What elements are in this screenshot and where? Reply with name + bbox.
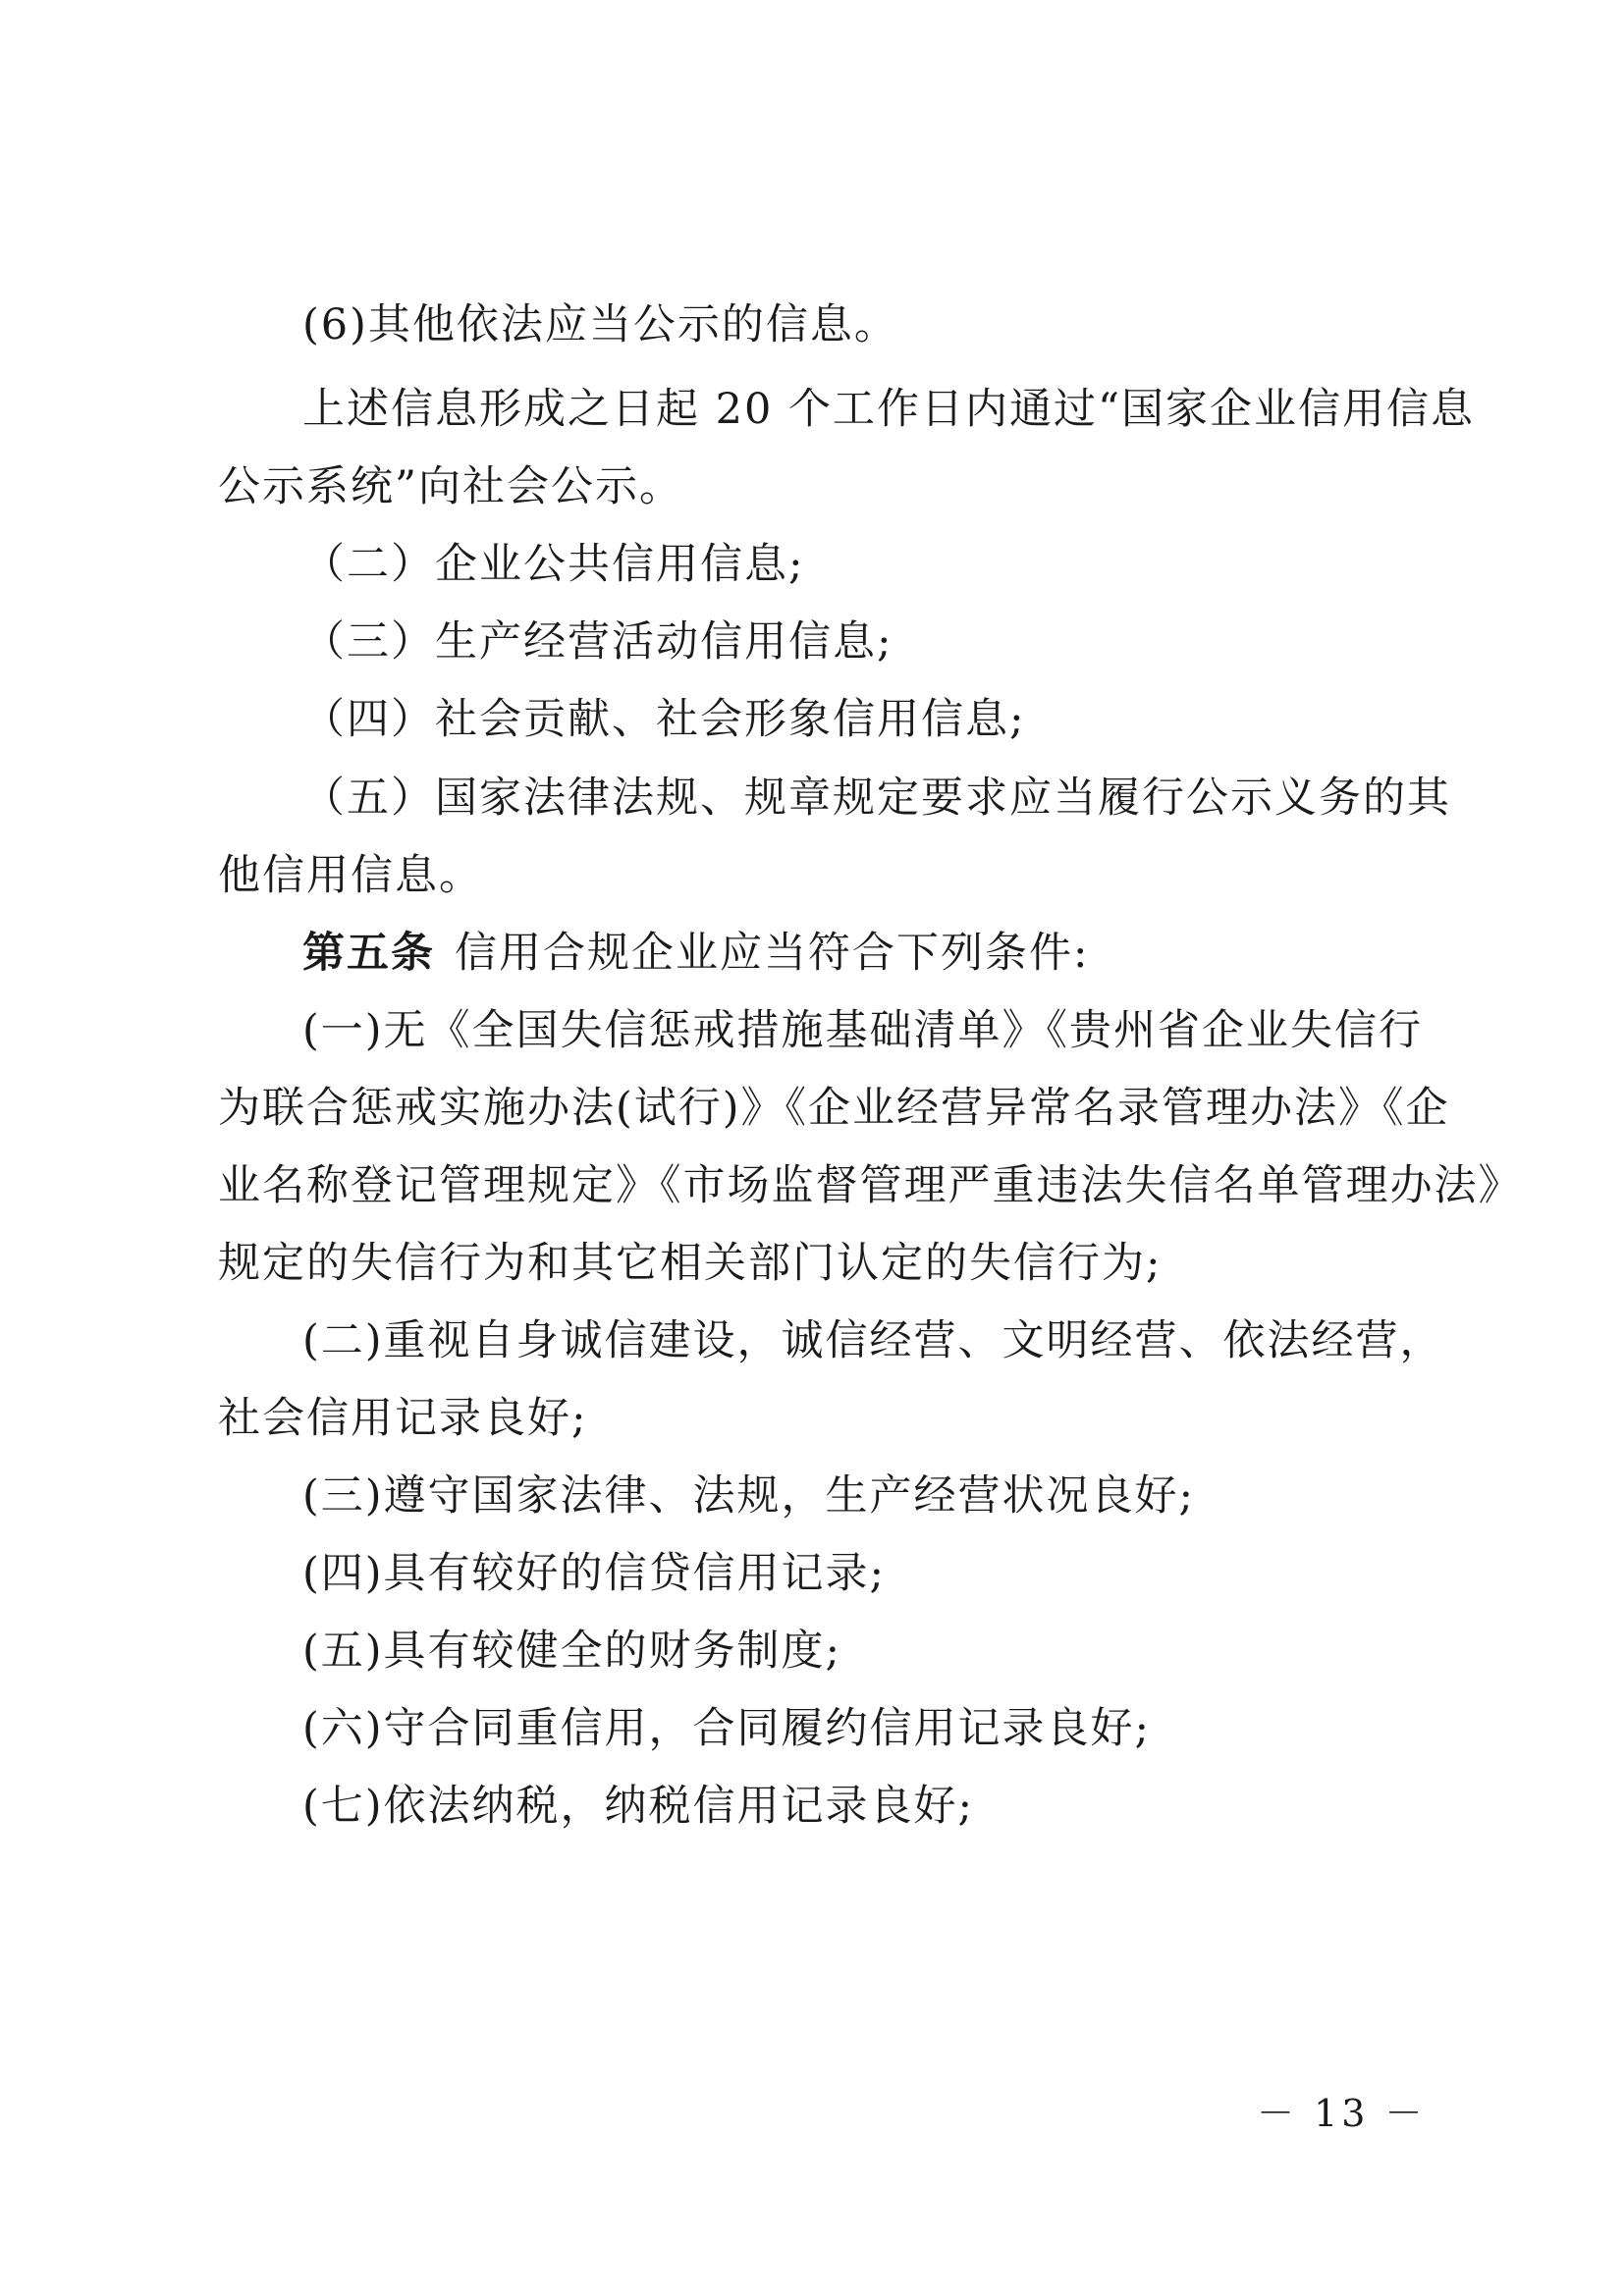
paragraph-line: (一)无《全国失信惩戒措施基础清单》《贵州省企业失信行 xyxy=(302,1006,1424,1055)
paragraph-line: (六)守合同重信用，合同履约信用记录良好; xyxy=(302,1704,1152,1753)
paragraph-line: （五）国家法律法规、规章规定要求应当履行公示义务的其 xyxy=(302,774,1451,823)
paragraph-line: （四）社会贡献、社会形象信用信息; xyxy=(302,695,1026,744)
paragraph-line: 为联合惩戒实施办法(试行)》《企业经营异常名录管理办法》《企 xyxy=(218,1084,1450,1133)
paragraph-line: (二)重视自身诚信建设，诚信经营、文明经营、依法经营， xyxy=(302,1316,1444,1365)
paragraph-line: 规定的失信行为和其它相关部门认定的失信行为; xyxy=(218,1239,1163,1288)
page-number: － 13 － xyxy=(1257,2092,1427,2135)
article-text: 信用合规企业应当符合下列条件: xyxy=(455,929,1090,978)
paragraph-line: （三）生产经营活动信用信息; xyxy=(302,617,893,667)
paragraph-line: 业名称登记管理规定》《市场监督管理严重违法失信名单管理办法》 xyxy=(218,1161,1523,1210)
paragraph-line: (五)具有较健全的财务制度; xyxy=(302,1627,842,1676)
paragraph-line: (四)具有较好的信贷信用记录; xyxy=(302,1549,887,1598)
article-label: 第五条 xyxy=(302,929,435,978)
paragraph-line: 公示系统”向社会公示。 xyxy=(218,462,683,511)
paragraph-line: (三)遵守国家法律、法规，生产经营状况良好; xyxy=(302,1471,1196,1521)
paragraph-line: (七)依法纳税，纳税信用记录良好; xyxy=(302,1782,975,1831)
paragraph-line: 上述信息形成之日起 20 个工作日内通过“国家企业信用信息 xyxy=(302,385,1476,434)
paragraph-line: (6)其他依法应当公示的信息。 xyxy=(302,300,898,349)
paragraph-line: （二）企业公共信用信息; xyxy=(302,540,805,589)
paragraph-line: 他信用信息。 xyxy=(218,851,483,900)
paragraph-line: 社会信用记录良好; xyxy=(218,1394,588,1443)
article-heading xyxy=(302,929,1090,978)
